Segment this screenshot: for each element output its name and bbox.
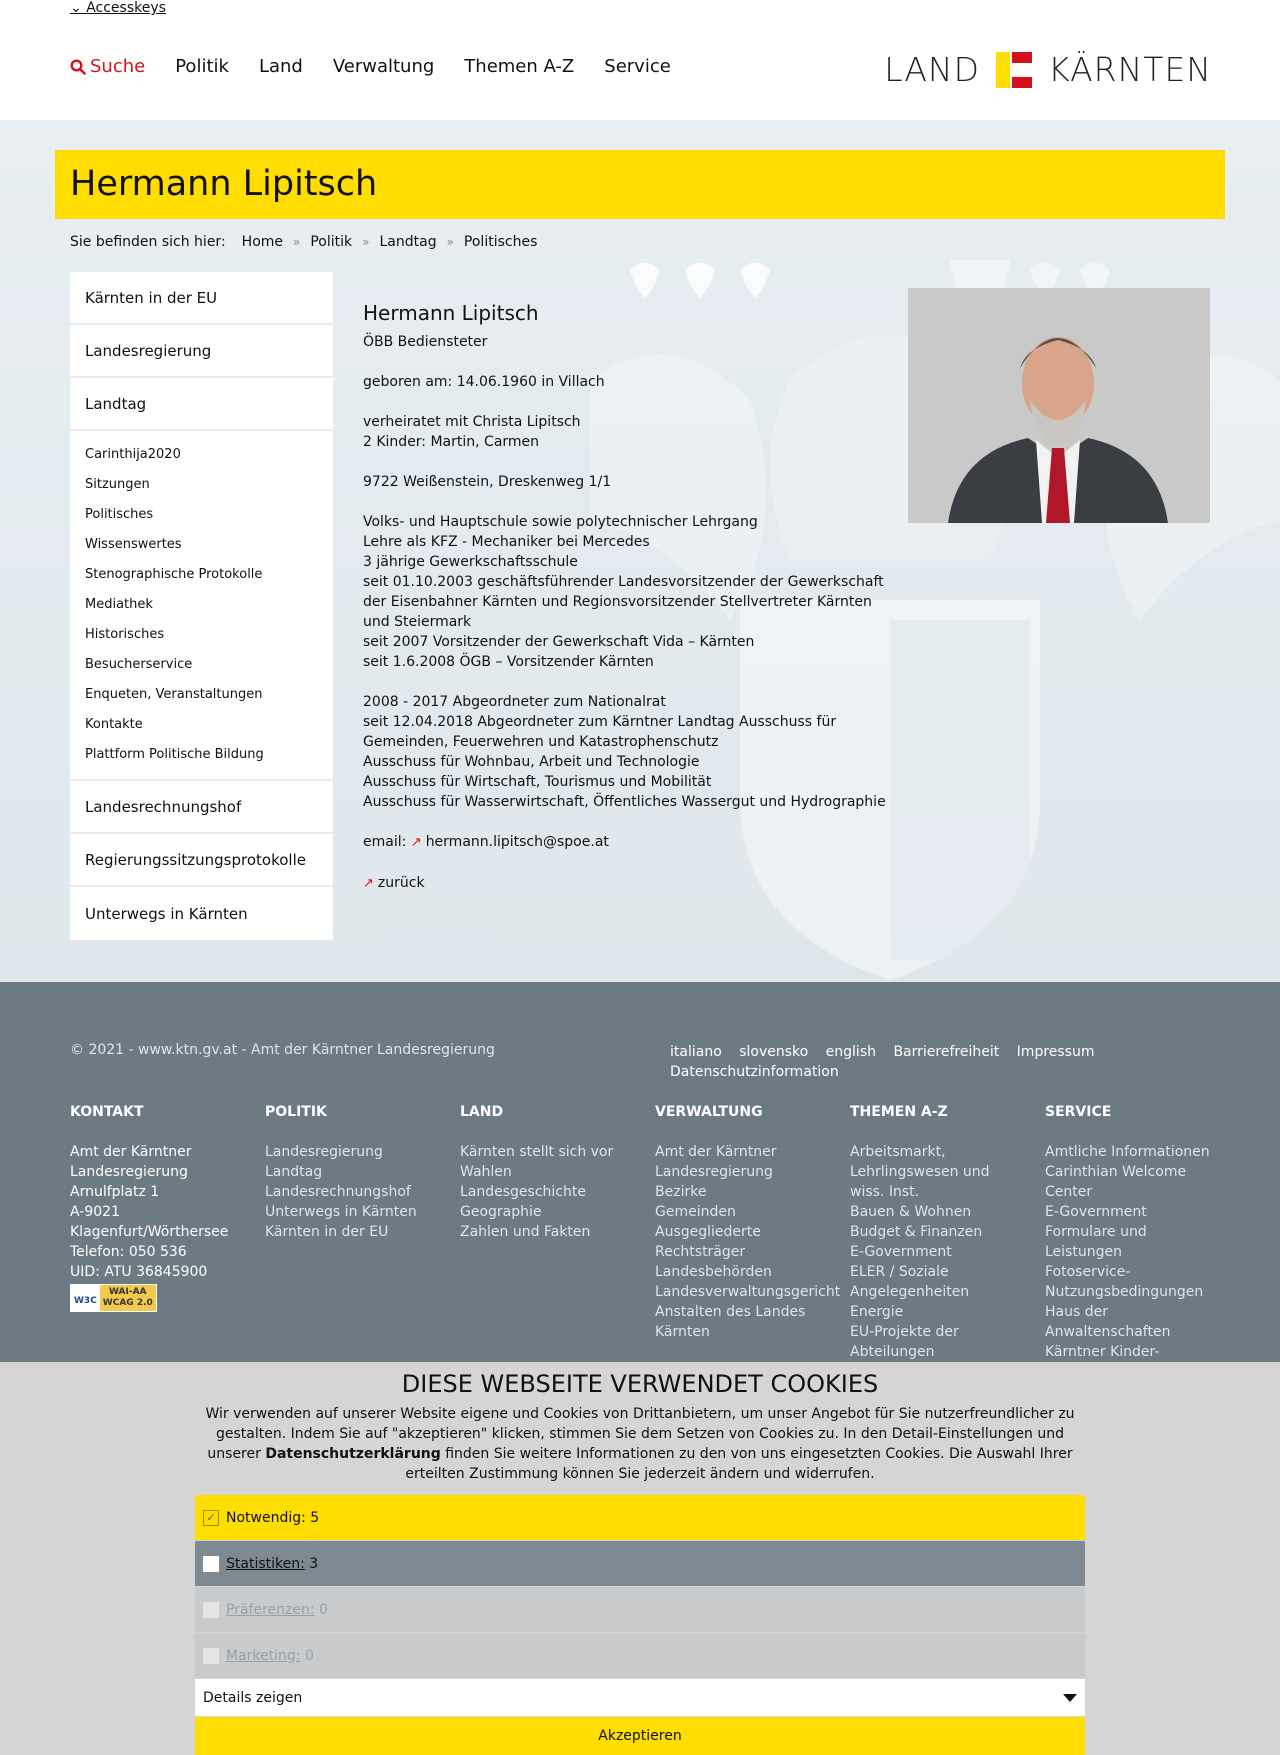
footer-link[interactable]: Abteilungen [850, 1344, 935, 1360]
breadcrumb-landtag[interactable]: Landtag [379, 234, 437, 250]
cookie-text: Wir verwenden auf unserer Website eigene und Cookies von Drittanbietern, um unser Angebot für Sie nutzerfreundlicher zu gestalten. Indem Sie auf "akzeptieren" klicken, stimmen Sie dem Setzen von Cookies zu. In den Detail-Einstellungen und unserer Datenschutzerklärung finden Sie weitere Informationen zu den von uns eingesetzten Cookies. Die Auswahl Ihrer erteilten Zustimmung können Sie jederzeit ändern und widerrufen. [205, 1406, 1075, 1482]
nav-service[interactable]: Service [604, 56, 671, 77]
chevron-down-icon: ⌄ [70, 0, 82, 16]
profile-address: 9722 Weißenstein, Dreskenweg 1/1 [363, 474, 612, 490]
footer-link[interactable]: Leistungen [1045, 1244, 1122, 1260]
footer-link[interactable]: Kärnten stellt sich vor [460, 1144, 614, 1160]
footer-link[interactable]: Amt der Kärntner [655, 1144, 777, 1160]
politics-line: seit 12.04.2018 Abgeordneter zum Kärntner Landtag Ausschuss für Gemeinden, Feuerwehren und Katastrophenschutz [363, 714, 837, 750]
search-icon [70, 59, 86, 75]
footer-link[interactable]: Energie [850, 1304, 904, 1320]
career-line: seit 01.10.2003 geschäftsführender Landesvorsitzender der Gewerkschaft der Eisenbahner Kärnten und Regionsvorsitzender Stellvertreter Kärnten und Steiermark [363, 574, 884, 630]
footer-link[interactable]: ELER / Soziale [850, 1264, 949, 1280]
nav-politik[interactable]: Politik [175, 56, 229, 77]
email-row [363, 832, 893, 853]
sidebar-subitem-kontakte[interactable]: Kontakte [85, 716, 143, 732]
sidebar-item-landtag[interactable]: Landtag [70, 378, 333, 431]
email-label: email: [363, 834, 407, 850]
kontakt-line: Klagenfurt/Wörthersee [70, 1224, 229, 1240]
footer-link[interactable]: wiss. Inst. [850, 1184, 920, 1200]
sidebar-subitem-carinthija[interactable]: Carinthija2020 [85, 446, 181, 462]
wcag-badge[interactable]: W3C WAI-AA WCAG 2.0 [70, 1284, 157, 1312]
footer-link-italiano[interactable]: italiano [670, 1044, 722, 1060]
footer-link-slovensko[interactable]: slovensko [739, 1044, 809, 1060]
nav-land[interactable]: Land [258, 56, 303, 77]
sidebar-subitem-politisches[interactable]: Politisches [85, 506, 154, 522]
site-logo[interactable] [884, 50, 1212, 89]
caret-down-icon [1063, 1694, 1077, 1702]
sidebar-subitem-mediathek[interactable]: Mediathek [85, 596, 153, 612]
footer-link[interactable]: Angelegenheiten [850, 1284, 970, 1300]
footer-link[interactable]: Anwaltenschaften [1045, 1324, 1171, 1340]
footer-link[interactable]: Fotoservice- [1045, 1264, 1131, 1280]
back-link[interactable]: ↗ zurück [363, 875, 425, 891]
cookie-option-marketing[interactable]: Marketing: 0 [195, 1633, 1085, 1678]
sidebar-subitem-wissenswertes[interactable]: Wissenswertes [85, 536, 182, 552]
nav-verwaltung[interactable]: Verwaltung [332, 56, 435, 77]
chevron-right-icon: » [293, 235, 301, 249]
external-link-icon: ↗ [410, 835, 422, 850]
external-link-icon: ↗ [363, 876, 374, 891]
breadcrumb [70, 234, 537, 250]
footer-link[interactable]: Bezirke [655, 1184, 707, 1200]
career-line: seit 2007 Vorsitzender der Gewerkschaft Vida – Kärnten [363, 634, 755, 650]
logo-text-kaernten: KÄRNTEN [1048, 50, 1212, 89]
politics-line: Ausschuss für Wohnbau, Arbeit und Technologie [363, 754, 700, 770]
sidebar-nav [70, 272, 333, 940]
sidebar-item-regierungssitzungsprotokolle[interactable]: Regierungssitzungsprotokolle [70, 834, 333, 887]
footer-link[interactable]: Unterwegs in Kärnten [265, 1204, 417, 1220]
footer-link[interactable]: Landesregierung [655, 1164, 773, 1180]
footer-link[interactable]: Ausgegliederte [655, 1224, 761, 1240]
cookie-option-preferences[interactable]: Präferenzen: 0 [195, 1587, 1085, 1632]
footer-link[interactable]: Landtag [265, 1164, 323, 1180]
sidebar-subitem-plattform[interactable]: Plattform Politische Bildung [85, 746, 264, 762]
footer-heading: POLITIK [265, 1104, 327, 1120]
footer-col-kontakt [70, 1102, 260, 1312]
sidebar-subitem-protokolle[interactable]: Stenographische Protokolle [85, 566, 263, 582]
footer-link[interactable]: EU-Projekte der [850, 1324, 959, 1340]
cookie-option-statistics[interactable]: Statistiken: 3 [195, 1541, 1085, 1586]
profile-born: geboren am: 14.06.1960 in Villach [363, 374, 605, 390]
cookie-title: DIESE WEBSEITE VERWENDET COOKIES [401, 1370, 879, 1398]
footer-link[interactable]: Bauen & Wohnen [850, 1204, 972, 1220]
footer-link[interactable]: Landesverwaltungsgericht [655, 1284, 841, 1300]
footer-col-themen [850, 1102, 1040, 1362]
footer-link[interactable]: Landesregierung [265, 1144, 383, 1160]
footer-link[interactable]: Wahlen [460, 1164, 512, 1180]
footer-link[interactable]: Landesgeschichte [460, 1184, 586, 1200]
cookie-option-necessary: ✓ Notwendig: 5 [195, 1495, 1085, 1540]
footer-link[interactable]: Zahlen und Fakten [460, 1224, 591, 1240]
footer-link[interactable]: Kärnten in der EU [265, 1224, 389, 1240]
footer-link[interactable]: Kärntner Kinder- [1045, 1344, 1160, 1360]
footer-link[interactable]: Formulare und [1045, 1224, 1147, 1240]
sidebar-item-landesrechnungshof[interactable]: Landesrechnungshof [70, 781, 333, 834]
checkbox-preferences[interactable] [203, 1602, 219, 1618]
checkbox-statistics[interactable] [203, 1556, 219, 1572]
career-line: Lehre als KFZ - Mechaniker bei Mercedes [363, 534, 650, 550]
main-nav [70, 56, 701, 77]
breadcrumb-label: Sie befinden sich hier: [70, 234, 226, 250]
breadcrumb-politik[interactable]: Politik [310, 234, 353, 250]
details-toggle[interactable]: Details zeigen [195, 1679, 1085, 1716]
sidebar-item-kaernten-eu[interactable]: Kärnten in der EU [70, 272, 333, 325]
email-link[interactable]: ↗ hermann.lipitsch@spoe.at [410, 834, 609, 850]
accesskeys-link[interactable]: ⌄ Accesskeys [70, 0, 166, 16]
footer-link[interactable]: E-Government [1045, 1204, 1147, 1220]
footer-col-politik [265, 1102, 455, 1242]
career-line: Volks- und Hauptschule sowie polytechnischer Lehrgang [363, 514, 758, 530]
kontakt-line: A-9021 [70, 1204, 120, 1220]
career-line: seit 1.6.2008 ÖGB – Vorsitzender Kärnten [363, 654, 654, 670]
politics-line: 2008 - 2017 Abgeordneter zum Nationalrat [363, 694, 666, 710]
footer-heading: KONTAKT [70, 1104, 144, 1120]
politics-line: Ausschuss für Wasserwirtschaft, Öffentliches Wassergut und Hydrographie [363, 794, 886, 810]
footer-heading: VERWALTUNG [655, 1104, 763, 1120]
breadcrumb-home[interactable]: Home [241, 234, 284, 250]
profile-content [363, 300, 893, 894]
footer-link[interactable]: Geographie [460, 1204, 542, 1220]
sidebar-subitem-enqueten[interactable]: Enqueten, Veranstaltungen [85, 686, 263, 702]
footer-link-barrierefreiheit[interactable]: Barrierefreiheit [893, 1044, 1000, 1060]
footer-link[interactable]: Center [1045, 1184, 1093, 1200]
kontakt-line: Landesregierung [70, 1164, 188, 1180]
footer-link[interactable]: Anstalten des Landes [655, 1304, 806, 1320]
politics-line: Ausschuss für Wirtschaft, Tourismus und Mobilität [363, 774, 712, 790]
footer-link[interactable]: Haus der [1045, 1304, 1108, 1320]
footer [0, 982, 1280, 1362]
footer-link[interactable]: Amtliche Informationen [1045, 1144, 1210, 1160]
footer-link[interactable]: Arbeitsmarkt, [850, 1144, 946, 1160]
footer-heading: SERVICE [1045, 1104, 1112, 1120]
nav-themen[interactable]: Themen A-Z [464, 56, 575, 77]
kontakt-line: Telefon: 050 536 [70, 1244, 187, 1260]
footer-col-verwaltung [655, 1102, 845, 1342]
sidebar-item-unterwegs[interactable]: Unterwegs in Kärnten [85, 904, 248, 923]
footer-link-impressum[interactable]: Impressum [1016, 1044, 1095, 1060]
kontakt-line: Amt der Kärntner [70, 1144, 192, 1160]
footer-col-service [1045, 1102, 1235, 1362]
footer-link[interactable]: Carinthian Welcome [1045, 1164, 1187, 1180]
sidebar-subitem-sitzungen[interactable]: Sitzungen [85, 476, 150, 492]
profile-job: ÖBB Bediensteter [363, 334, 488, 350]
career-line: 3 jährige Gewerkschaftsschule [363, 554, 578, 570]
footer-link[interactable]: Landesbehörden [655, 1264, 772, 1280]
accept-button[interactable]: Akzeptieren [195, 1717, 1085, 1755]
sidebar-subitem-besucherservice[interactable]: Besucherservice [85, 656, 193, 672]
footer-link-datenschutz[interactable]: Datenschutzinformation [670, 1064, 839, 1080]
page-title-bar [55, 150, 1225, 219]
portrait-photo [908, 288, 1210, 523]
sidebar-submenu [70, 431, 333, 781]
cookie-banner [0, 1362, 1280, 1755]
footer-link[interactable]: Rechtsträger [655, 1244, 746, 1260]
footer-heading: THEMEN A-Z [850, 1104, 948, 1120]
breadcrumb-politisches[interactable]: Politisches [463, 234, 538, 250]
logo-text-land: LAND [884, 50, 981, 89]
footer-link[interactable]: Nutzungsbedingungen [1045, 1284, 1204, 1300]
checkbox-necessary: ✓ [203, 1510, 219, 1526]
profile-family-line: verheiratet mit Christa Lipitsch [363, 414, 581, 430]
kontakt-line: UID: ATU 36845900 [70, 1264, 208, 1280]
footer-link[interactable]: E-Government [850, 1244, 952, 1260]
sidebar-subitem-historisches[interactable]: Historisches [85, 626, 165, 642]
carinthia-flag-icon [996, 52, 1032, 88]
page-title: Hermann Lipitsch [70, 164, 378, 204]
chevron-right-icon: » [446, 235, 454, 249]
main-area [0, 120, 1280, 982]
footer-link[interactable]: Lehrlingswesen und [850, 1164, 990, 1180]
sidebar-item-landesregierung[interactable]: Landesregierung [70, 325, 333, 378]
footer-link[interactable]: Gemeinden [655, 1204, 736, 1220]
footer-link[interactable]: Budget & Finanzen [850, 1224, 983, 1240]
chevron-right-icon: » [362, 235, 370, 249]
kontakt-line: Arnulfplatz 1 [70, 1184, 160, 1200]
footer-links [670, 1042, 1110, 1082]
nav-search[interactable]: Suche [70, 56, 145, 77]
profile-name: Hermann Lipitsch [363, 301, 539, 325]
footer-col-land [460, 1102, 650, 1242]
footer-link[interactable]: Kärnten [655, 1324, 710, 1340]
privacy-policy-link[interactable]: Datenschutzerklärung [265, 1446, 441, 1462]
footer-link[interactable]: Landesrechnungshof [265, 1184, 411, 1200]
footer-heading: LAND [460, 1104, 504, 1120]
copyright: © 2021 - www.ktn.gv.at - Amt der Kärntner Landesregierung [70, 1042, 495, 1058]
footer-link-english[interactable]: english [825, 1044, 876, 1060]
profile-family-line: 2 Kinder: Martin, Carmen [363, 434, 540, 450]
checkbox-marketing[interactable] [203, 1648, 219, 1664]
